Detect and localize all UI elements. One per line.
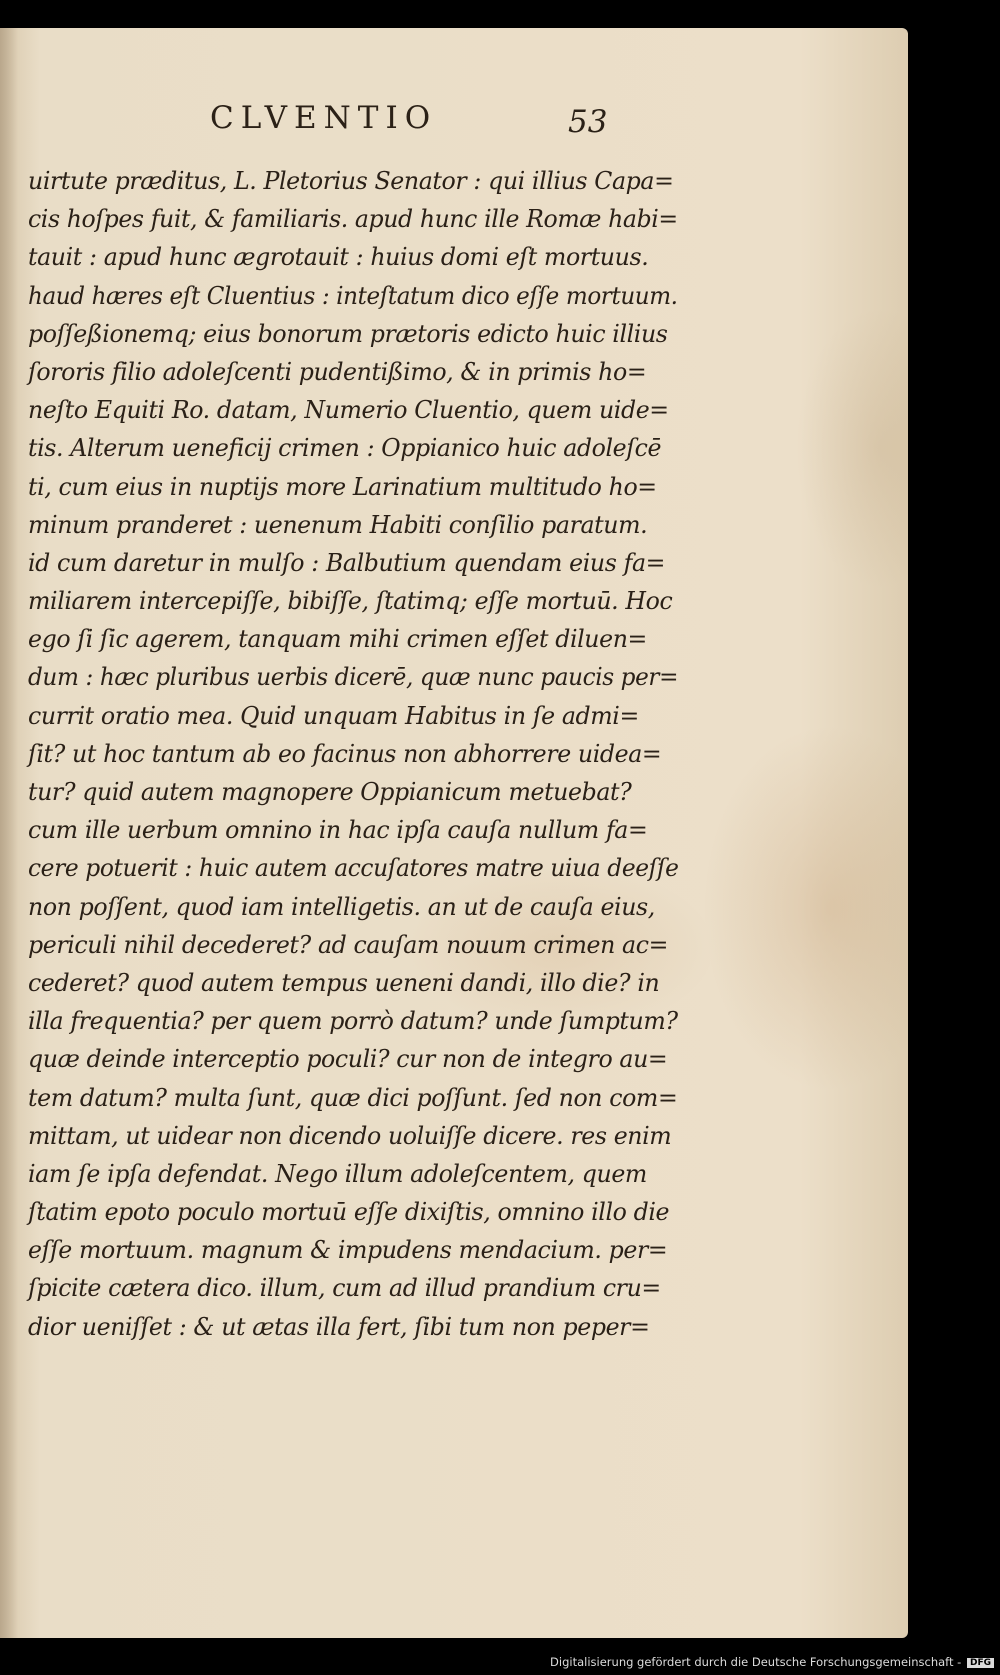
text-line: dior ueniſſet : & ut ætas illa fert, ſibi tum non peper= (28, 1312, 650, 1341)
text-line: cere potuerit : huic autem accuſatores matre uiua deeſſe (28, 854, 679, 883)
text-line: currit oratio mea. Quid unquam Habitus in ſe admi= (28, 701, 639, 730)
text-line: ſtatim epoto poculo mortuū eſſe dixiſtis, omnino illo die (28, 1198, 670, 1227)
text-line: periculi nihil decederet? ad cauſam nouum crimen ac= (28, 930, 669, 959)
digitization-credit (550, 1655, 994, 1669)
running-head (0, 100, 908, 150)
credit-text: Digitalisierung gefördert durch die Deutsche Forschungsgemeinschaft - (550, 1655, 962, 1669)
text-line: quæ deinde interceptio poculi? cur non de integro au= (28, 1045, 668, 1074)
text-line: poſſeßionemq; eius bonorum prætoris edicto huic illius (28, 319, 668, 348)
dfg-logo: DFG (967, 1658, 994, 1668)
text-line: id cum daretur in mulſo : Balbutium quendam eius fa= (28, 548, 666, 577)
text-line: tur? quid autem magnopere Oppianicum metuebat? (28, 778, 632, 806)
text-line: ſpicite cætera dico. illum, cum ad illud prandium cru= (28, 1274, 661, 1303)
text-line: neſto Equiti Ro. datam, Numerio Cluentio, quem uide= (28, 396, 669, 425)
text-line: eſſe mortuum. magnum & impudens mendacium. per= (28, 1236, 668, 1265)
text-line: tis. Alterum ueneficij crimen : Oppianico huic adoleſcē (28, 434, 662, 463)
text-line: uirtute præditus, L. Pletorius Senator : qui illius Capa= (28, 167, 674, 195)
text-line: ti, cum eius in nuptijs more Larinatium multitudo ho= (28, 472, 657, 501)
running-title: CLVENTIO (210, 100, 438, 136)
page-gutter-shadow (0, 28, 18, 1638)
body-text (28, 162, 688, 1346)
text-line: dum : hæc pluribus uerbis dicerē, quæ nunc paucis per= (28, 663, 679, 692)
text-line: miliarem intercepiſſe, bibiſſe, ſtatimq; eſſe mortuū. Hoc (28, 587, 673, 616)
text-line: ego ſi ſic agerem, tanquam mihi crimen eſſet diluen= (28, 625, 647, 654)
text-line: tauit : apud hunc ægrotauit : huius domi eſt mortuus. (28, 243, 649, 272)
book-page (0, 28, 908, 1638)
text-line: non poſſent, quod iam intelligetis. an ut de cauſa eius, (28, 892, 655, 921)
text-line: ſororis filio adoleſcenti pudentißimo, & in primis ho= (28, 357, 647, 386)
text-line: minum pranderet : uenenum Habiti conſilio paratum. (28, 510, 648, 539)
text-line: haud hæres eſt Cluentius : inteſtatum dico eſſe mortuum. (28, 281, 678, 310)
text-line: cis hoſpes fuit, & familiaris. apud hunc ille Romæ habi= (28, 205, 678, 234)
text-line: mittam, ut uidear non dicendo uoluiſſe dicere. res enim (28, 1121, 672, 1150)
text-line: tem datum? multa ſunt, quæ dici poſſunt. ſed non com= (28, 1083, 678, 1112)
text-line: iam ſe ipſa defendat. Nego illum adoleſcentem, quem (28, 1159, 647, 1188)
text-line: cum ille uerbum omnino in hac ipſa cauſa nullum fa= (28, 816, 648, 845)
text-line: ſit? ut hoc tantum ab eo facinus non abhorrere uidea= (28, 739, 662, 768)
text-line: illa frequentia? per quem porrò datum? unde ſumptum? (28, 1007, 678, 1036)
page-number: 53 (568, 104, 608, 140)
text-line: cederet? quod autem tempus ueneni dandi, illo die? in (28, 968, 660, 997)
